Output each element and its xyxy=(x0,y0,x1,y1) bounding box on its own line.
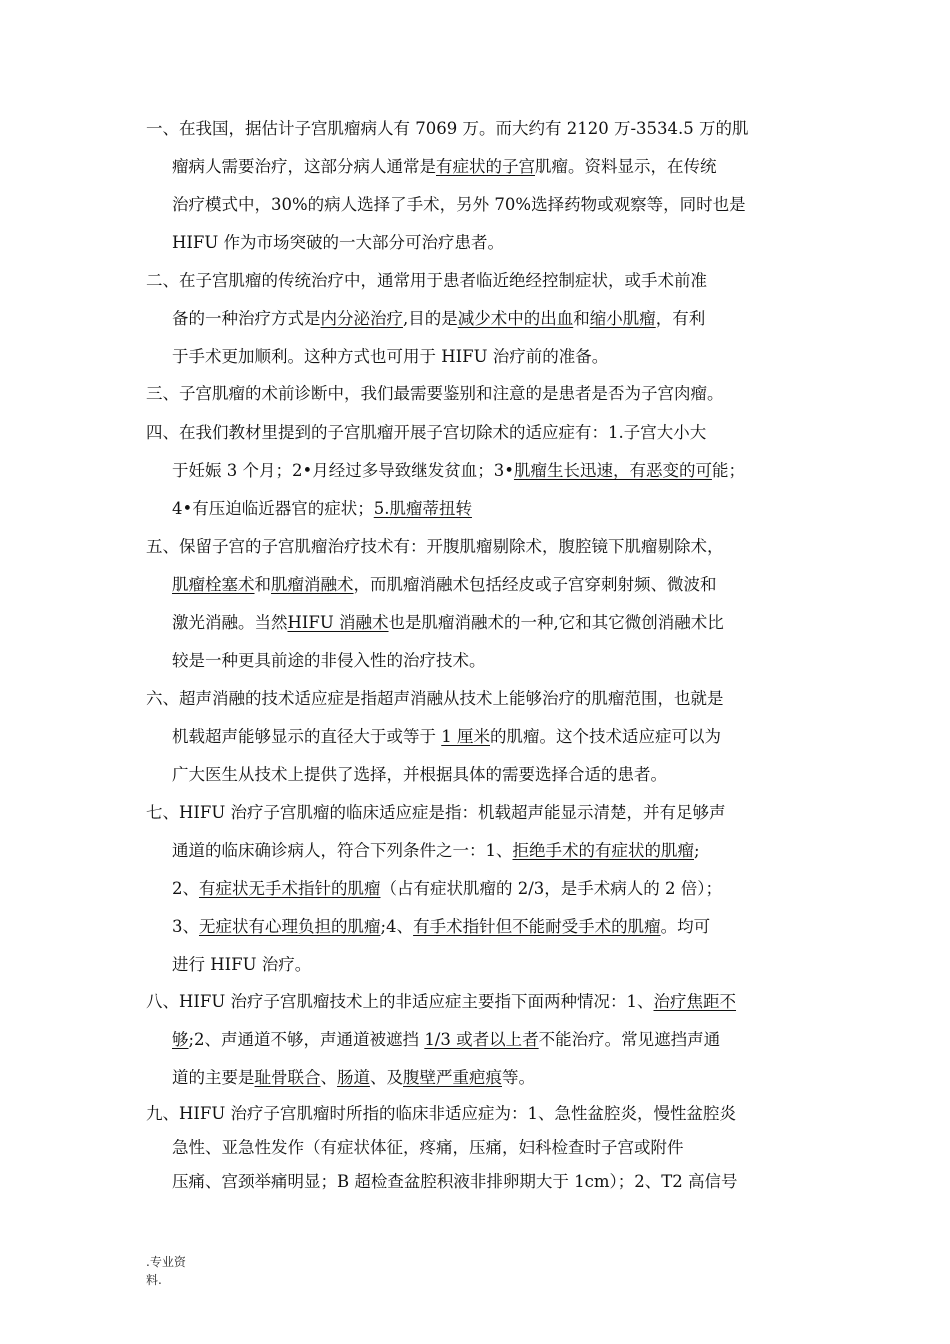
text-run: 于妊娠 3 个月；2•月经过多导致继发贫血；3• xyxy=(172,461,514,480)
paragraph-line xyxy=(172,232,504,254)
text-run: 五、保留子宫的子宫肌瘤治疗技术有：开腹肌瘤剔除术，腹腔镜下肌瘤剔除术， xyxy=(146,537,724,556)
paragraph-line xyxy=(146,1103,736,1125)
text-run: 于手术更加顺利。这种方式也可用于 HIFU 治疗前的准备。 xyxy=(172,347,609,366)
text-run: 激光消融。当然 xyxy=(172,613,288,632)
text-run: 等。 xyxy=(502,1068,535,1087)
paragraph-line xyxy=(146,688,724,710)
paragraph-line xyxy=(172,726,721,748)
paragraph-line xyxy=(146,118,749,140)
paragraph-line xyxy=(146,270,707,292)
paragraph-line xyxy=(172,156,717,178)
text-run: HIFU 作为市场突破的一大部分可治疗患者。 xyxy=(172,233,505,252)
underlined-text: 有症状的子宫 xyxy=(436,157,535,176)
text-run: 和 xyxy=(254,575,271,594)
paragraph-line xyxy=(146,802,726,824)
paragraph-line xyxy=(146,383,724,405)
text-run: 四、在我们教材里提到的子宫肌瘤开展子宫切除术的适应症有：1.子宫大小大 xyxy=(146,423,707,442)
underlined-text: 肌瘤消融术 xyxy=(271,575,354,594)
text-run: 不能治疗。常见遮挡声通 xyxy=(538,1030,721,1049)
footer-line-1: .专业资 xyxy=(146,1255,186,1269)
paragraph-line xyxy=(172,650,486,672)
underlined-text: 治疗焦距不 xyxy=(653,992,737,1011)
paragraph-line xyxy=(146,536,724,558)
text-run: 九、HIFU 治疗子宫肌瘤时所指的临床非适应症为：1、急性盆腔炎，慢性盆腔炎 xyxy=(146,1104,737,1123)
underlined-text: 肌瘤栓塞术 xyxy=(172,575,255,594)
text-run: 压痛、宫颈举痛明显；B 超检查盆腔积液非排卵期大于 1cm）；2、T2 高信号 xyxy=(172,1172,738,1191)
paragraph-line xyxy=(172,498,472,520)
text-run: 、 xyxy=(320,1068,337,1087)
text-run: 一、在我国，据估计子宫肌瘤病人有 7069 万。而大约有 2120 万-3534.5 万的肌 xyxy=(146,119,749,138)
paragraph-line xyxy=(172,1137,684,1159)
text-run: 4•有压迫临近器官的症状； xyxy=(172,499,374,518)
text-run: ;4、 xyxy=(380,917,414,936)
paragraph-line xyxy=(172,878,722,900)
underlined-text: 1 厘米 xyxy=(441,727,490,746)
text-run: ; xyxy=(694,841,700,860)
underlined-text: 缩小肌瘤 xyxy=(589,309,656,328)
text-run: 机载超声能够显示的直径大于或等于 xyxy=(172,727,442,746)
underlined-text: 5.肌瘤蒂扭转 xyxy=(373,499,472,518)
text-run: 、及 xyxy=(370,1068,403,1087)
underlined-text: 有症状无手术指针的肌瘤 xyxy=(199,879,381,898)
text-run: 的肌瘤。这个技术适应症可以为 xyxy=(490,727,721,746)
text-run: 广大医生从技术上提供了选择，并根据具体的需要选择合适的患者。 xyxy=(172,765,667,784)
paragraph-line xyxy=(172,1029,720,1051)
paragraph-line xyxy=(172,194,746,216)
underlined-text: 1/3 或者以上者 xyxy=(424,1030,539,1049)
text-run: 七、HIFU 治疗子宫肌瘤的临床适应症是指：机载超声能显示清楚，并有足够声 xyxy=(146,803,726,822)
text-run: 能； xyxy=(711,461,745,480)
footer-line-2: 料. xyxy=(146,1273,162,1287)
underlined-text: HIFU 消融术 xyxy=(287,613,389,632)
text-run: 备的一种治疗方式是 xyxy=(172,309,321,328)
text-run: 八、HIFU 治疗子宫肌瘤技术上的非适应症主要指下面两种情况：1、 xyxy=(146,992,654,1011)
paragraph-line xyxy=(172,308,705,330)
underlined-text: 够 xyxy=(172,1030,189,1049)
page-footer xyxy=(146,1253,186,1289)
text-run: ,目的是 xyxy=(403,309,458,328)
underlined-text: 腹壁严重疤痕 xyxy=(403,1068,502,1087)
underlined-text: 无症状有心理负担的肌瘤 xyxy=(199,917,381,936)
text-run: 道的主要是 xyxy=(172,1068,255,1087)
paragraph-line xyxy=(172,346,608,368)
paragraph-line xyxy=(172,612,724,634)
text-run: ，而肌瘤消融术包括经皮或子宫穿刺射频、微波和 xyxy=(353,575,717,594)
underlined-text: 减少术中的出血 xyxy=(457,309,574,328)
underlined-text: 拒绝手术的有症状的肌瘤 xyxy=(512,841,694,860)
text-run: 三、子宫肌瘤的术前诊断中，我们最需要鉴别和注意的是患者是否为子宫肉瘤。 xyxy=(146,384,724,403)
underlined-text: 内分泌治疗 xyxy=(320,309,403,328)
text-run: 急性、亚急性发作（有症状体征，疼痛，压痛，妇科检查时子宫或附件 xyxy=(172,1138,684,1157)
text-run: （占有症状肌瘤的 2/3，是手术病人的 2 倍）； xyxy=(380,879,723,898)
text-run: ，有利 xyxy=(655,309,706,328)
text-run: 二、在子宫肌瘤的传统治疗中，通常用于患者临近绝经控制症状，或手术前准 xyxy=(146,271,707,290)
text-run: 六、超声消融的技术适应症是指超声消融从技术上能够治疗的肌瘤范围，也就是 xyxy=(146,689,724,708)
text-run: 肌瘤。资料显示，在传统 xyxy=(535,157,717,176)
paragraph-line xyxy=(172,840,700,862)
text-run: 也是肌瘤消融术的一种,它和其它微创消融术比 xyxy=(388,613,724,632)
text-run: 治疗模式中，30%的病人选择了手术，另外 70%选择药物或观察等，同时也是 xyxy=(172,195,746,214)
paragraph-line xyxy=(172,764,667,786)
text-run: 3、 xyxy=(172,917,199,936)
text-run: 瘤病人需要治疗，这部分病人通常是 xyxy=(172,157,436,176)
paragraph-line xyxy=(172,916,710,938)
underlined-text: 有手术指针但不能耐受手术的肌瘤 xyxy=(413,917,661,936)
underlined-text: 耻骨联合 xyxy=(254,1068,321,1087)
text-run: 2、 xyxy=(172,879,199,898)
text-run: 和 xyxy=(573,309,590,328)
text-run: 通道的临床确诊病人，符合下列条件之一：1、 xyxy=(172,841,513,860)
underlined-text: 肌瘤生长迅速，有恶变的可 xyxy=(513,461,712,480)
paragraph-line xyxy=(172,1171,738,1193)
paragraph-line xyxy=(172,574,717,596)
text-run: 。均可 xyxy=(660,917,711,936)
text-run: 进行 HIFU 治疗。 xyxy=(172,955,312,974)
paragraph-line xyxy=(172,1067,535,1089)
underlined-text: 肠道 xyxy=(337,1068,370,1087)
paragraph-line xyxy=(172,460,745,482)
paragraph-line xyxy=(172,954,311,976)
text-run: ;2、声通道不够，声通道被遮挡 xyxy=(188,1030,425,1049)
paragraph-line xyxy=(146,991,736,1013)
text-run: 较是一种更具前途的非侵入性的治疗技术。 xyxy=(172,651,486,670)
paragraph-line xyxy=(146,422,706,444)
